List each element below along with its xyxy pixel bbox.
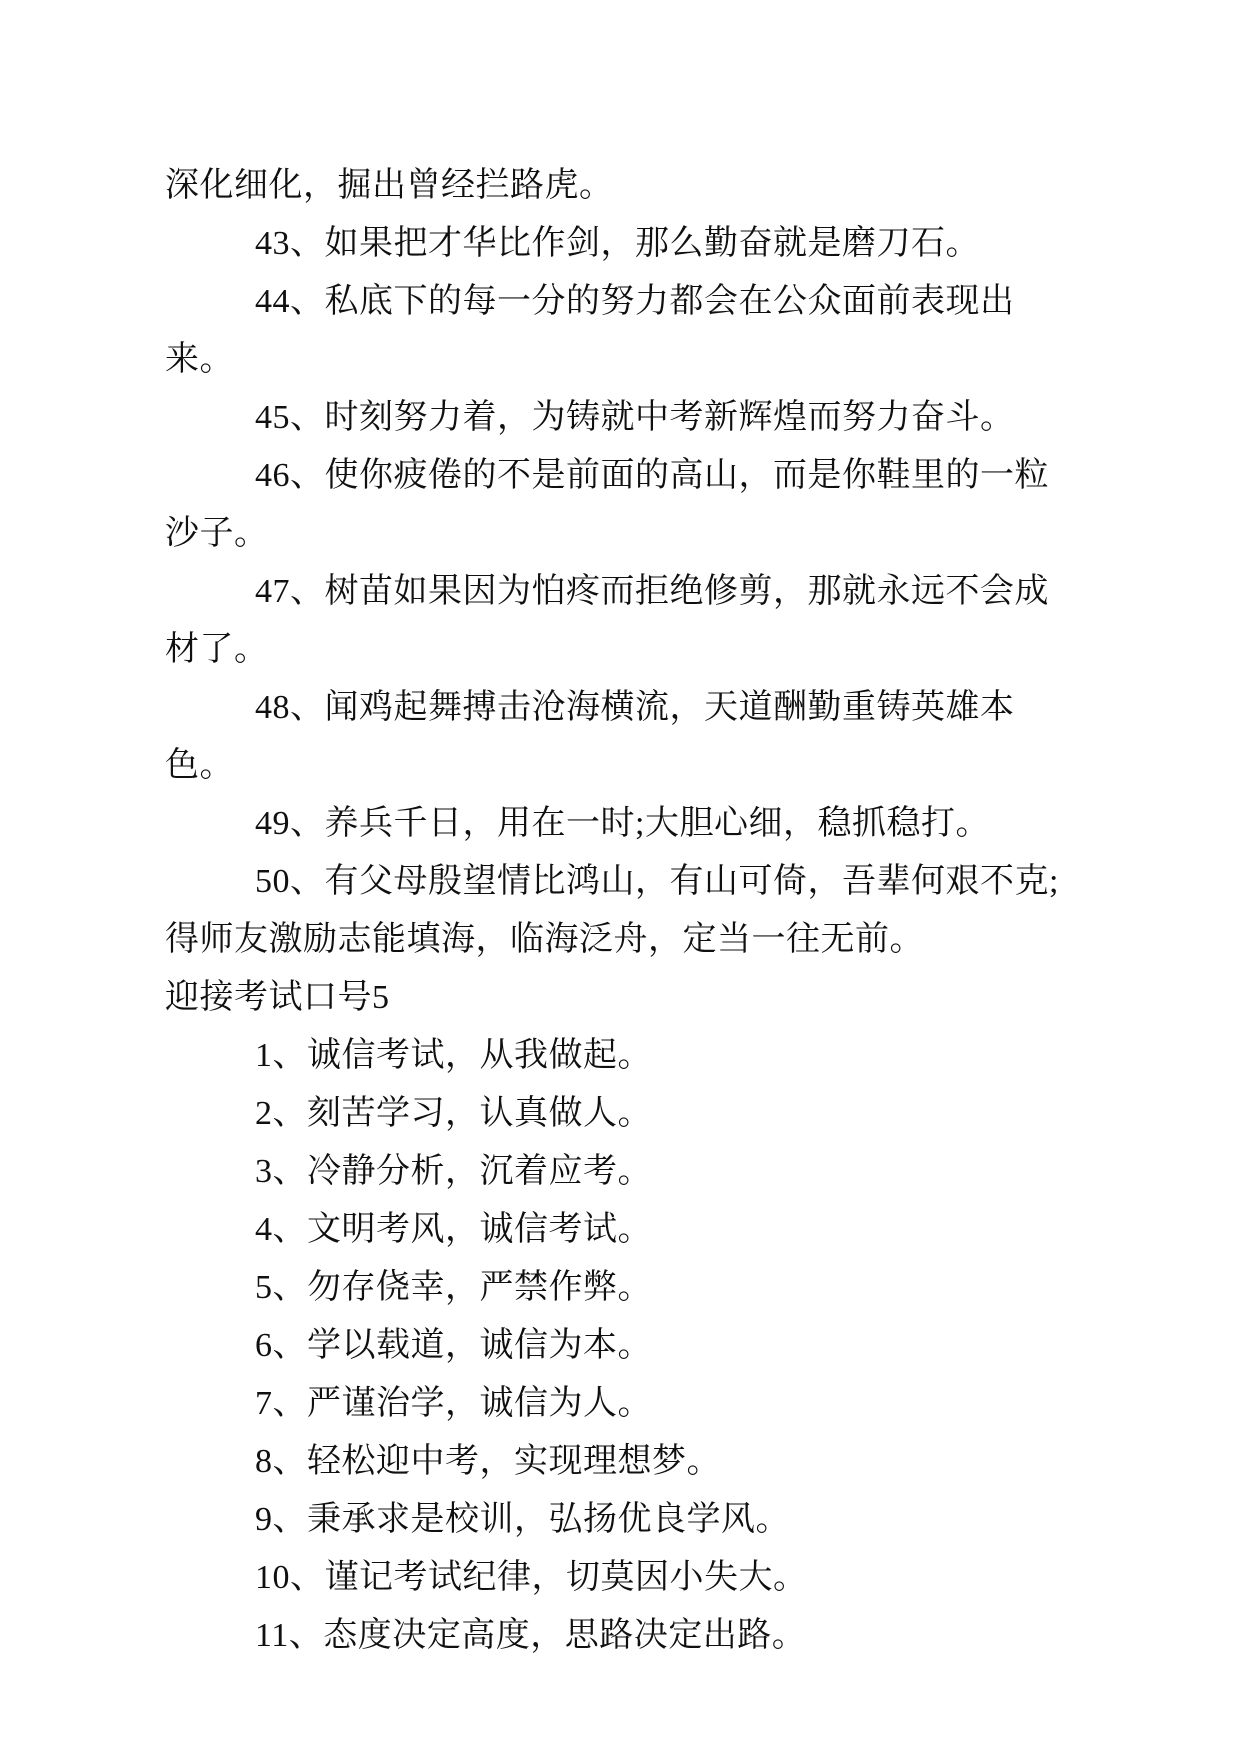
section-heading: 迎接考试口号5 — [165, 979, 390, 1016]
paragraph: 11、态度决定高度，思路决定出路。 — [255, 1617, 807, 1654]
paragraph: 47、树苗如果因为怕疼而拒绝修剪，那就永远不会成材了。 — [165, 573, 1049, 668]
paragraph: 6、学以载道，诚信为本。 — [255, 1327, 652, 1364]
paragraph: 3、冷静分析，沉着应考。 — [255, 1153, 652, 1190]
paragraph: 49、养兵千日，用在一时;大胆心细，稳抓稳打。 — [255, 805, 990, 842]
paragraph: 46、使你疲倦的不是前面的高山，而是你鞋里的一粒沙子。 — [165, 457, 1049, 552]
paragraph: 5、勿存侥幸，严禁作弊。 — [255, 1269, 652, 1306]
paragraph: 8、轻松迎中考，实现理想梦。 — [255, 1443, 721, 1480]
paragraph: 44、私底下的每一分的努力都会在公众面前表现出来。 — [165, 283, 1015, 378]
paragraph: 深化细化，掘出曾经拦路虎。 — [165, 167, 614, 204]
paragraph: 4、文明考风，诚信考试。 — [255, 1211, 652, 1248]
paragraph: 10、谨记考试纪律，切莫因小失大。 — [255, 1559, 808, 1596]
paragraph: 48、闻鸡起舞搏击沧海横流，天道酬勤重铸英雄本色。 — [165, 689, 1015, 784]
document-body — [165, 157, 1076, 1665]
paragraph: 2、刻苦学习，认真做人。 — [255, 1095, 652, 1132]
paragraph: 1、诚信考试，从我做起。 — [255, 1037, 652, 1074]
paragraph: 43、如果把才华比作剑，那么勤奋就是磨刀石。 — [255, 225, 980, 262]
paragraph: 45、时刻努力着，为铸就中考新辉煌而努力奋斗。 — [255, 399, 1015, 436]
paragraph: 9、秉承求是校训，弘扬优良学风。 — [255, 1501, 790, 1538]
paragraph: 7、严谨治学，诚信为人。 — [255, 1385, 652, 1422]
paragraph: 50、有父母殷望情比鸿山，有山可倚，吾辈何艰不克;得师友激励志能填海，临海泛舟，定当一往无前。 — [165, 863, 1059, 958]
